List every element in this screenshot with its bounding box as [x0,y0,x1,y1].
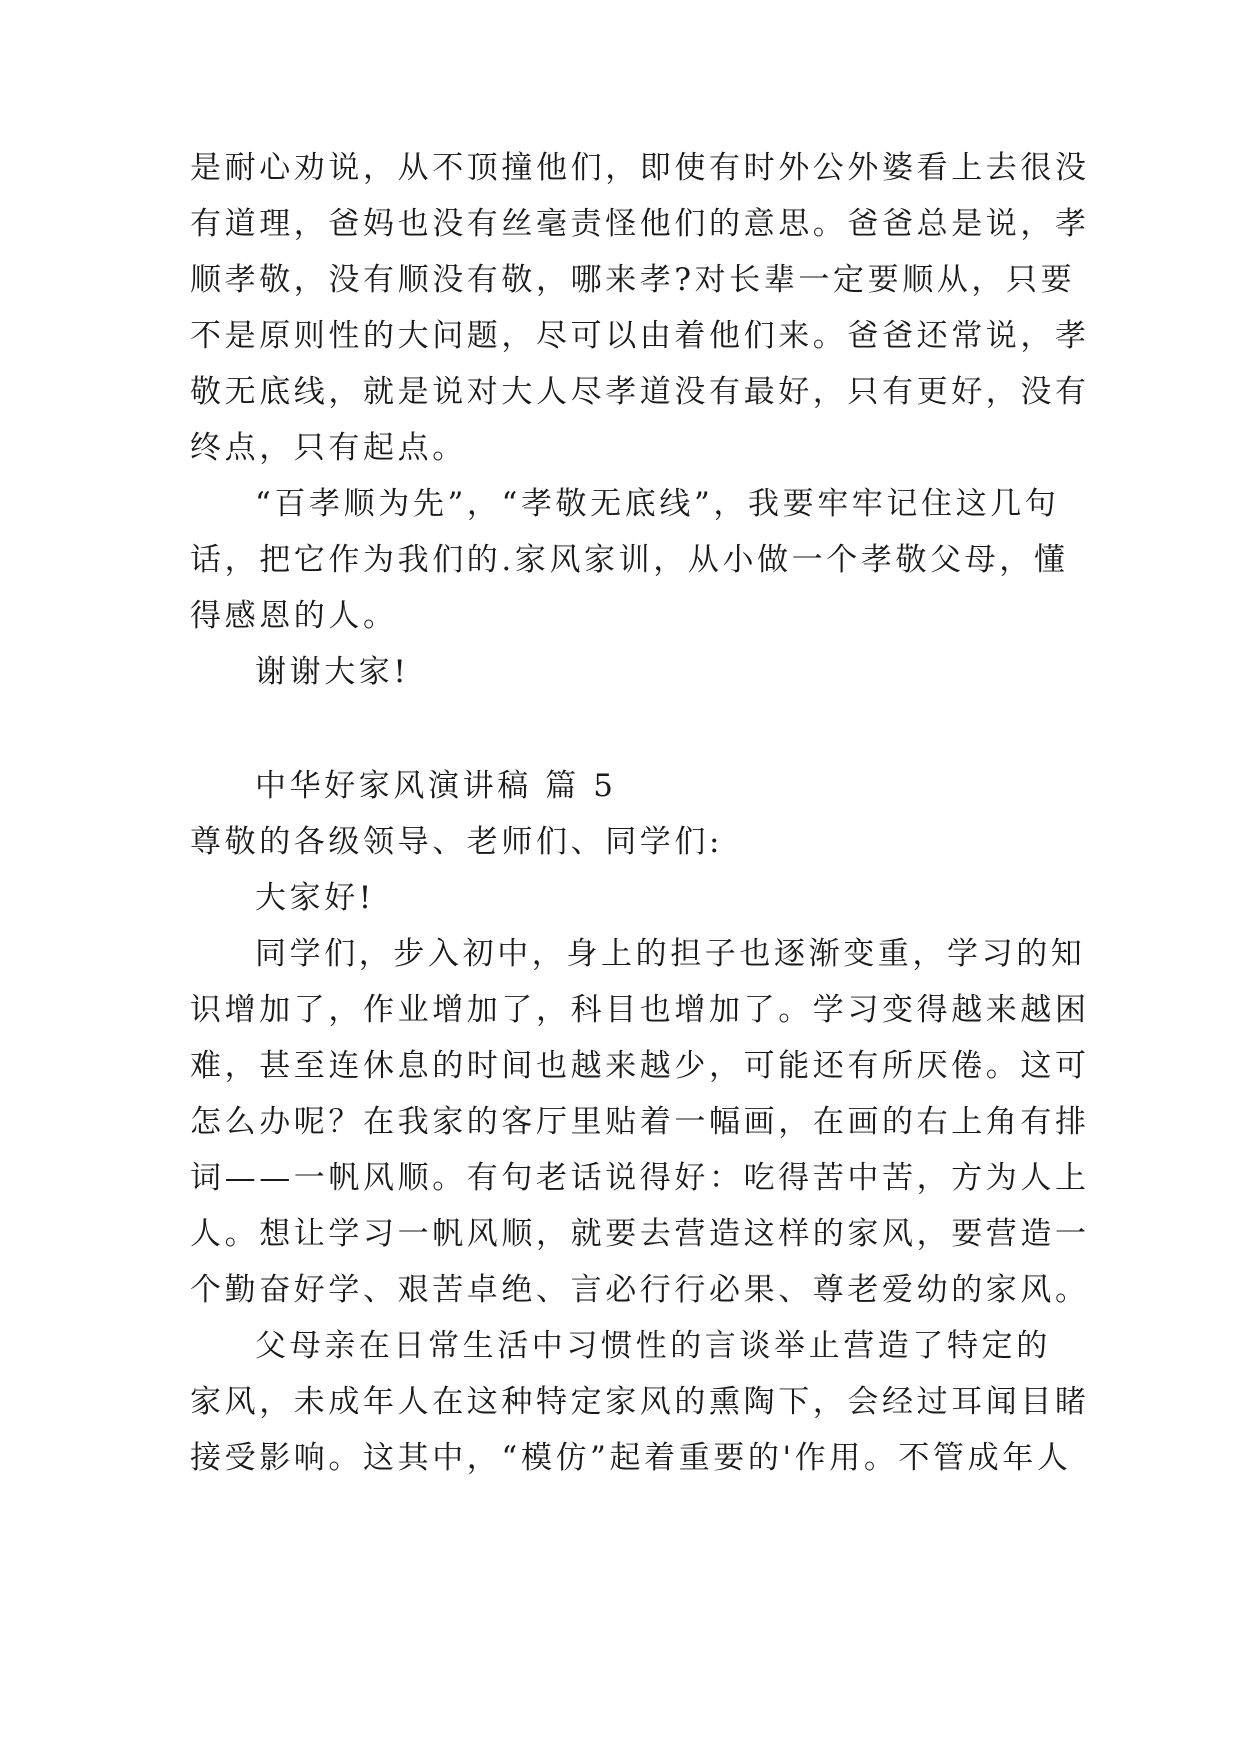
salutation: 尊敬的各级领导、老师们、同学们: [190,824,724,860]
paragraph-line: 同学们，步入初中，身上的担子也逐渐变重，学习的知 [255,936,1086,972]
paragraph-line: 是耐心劝说，从不顶撞他们，即使有时外公外婆看上去很没 [190,150,1090,186]
paragraph-line: “百孝顺为先”，“孝敬无底线”，我要牢牢记住这几句 [255,486,1060,522]
closing-thanks: 谢谢大家! [255,654,410,690]
paragraph-line: 不是原则性的大问题，尽可以由着他们来。爸爸还常说，孝 [190,318,1090,354]
paragraph-line: 家风，未成年人在这种特定家风的熏陶下，会经过耳闻目睹 [190,1384,1090,1420]
paragraph-line: 怎么办呢？在我家的客厅里贴着一幅画，在画的右上角有排 [190,1104,1090,1140]
paragraph-line: 词——一帆风顺。有句老话说得好：吃得苦中苦，方为人上 [190,1160,1090,1196]
section-heading: 中华好家风演讲稿 篇 5 [255,768,617,804]
paragraph-line: 个勤奋好学、艰苦卓绝、言必行行必果、尊老爱幼的家风。 [190,1272,1090,1308]
paragraph-line: 有道理，爸妈也没有丝毫责怪他们的意思。爸爸总是说，孝 [190,206,1090,242]
paragraph-line: 敬无底线，就是说对大人尽孝道没有最好，只有更好，没有 [190,374,1090,410]
paragraph-line: 接受影响。这其中，“模仿”起着重要的'作用。不管成年人 [190,1440,1072,1476]
paragraph-line: 终点，只有起点。 [190,430,467,466]
paragraph-line: 得感恩的人。 [190,598,398,634]
paragraph-line: 父母亲在日常生活中习惯性的言谈举止营造了特定的 [255,1328,1051,1364]
greeting: 大家好! [255,880,375,916]
paragraph-line: 识增加了，作业增加了，科目也增加了。学习变得越来越困 [190,992,1090,1028]
paragraph-line: 顺孝敬，没有顺没有敬，哪来孝?对长辈一定要顺从，只要 [190,262,1076,298]
paragraph-line: 话，把它作为我们的.家风家训，从小做一个孝敬父母，懂 [190,542,1069,578]
paragraph-line: 难，甚至连休息的时间也越来越少，可能还有所厌倦。这可 [190,1048,1090,1084]
paragraph-line: 人。想让学习一帆风顺，就要去营造这样的家风，要营造一 [190,1216,1090,1252]
